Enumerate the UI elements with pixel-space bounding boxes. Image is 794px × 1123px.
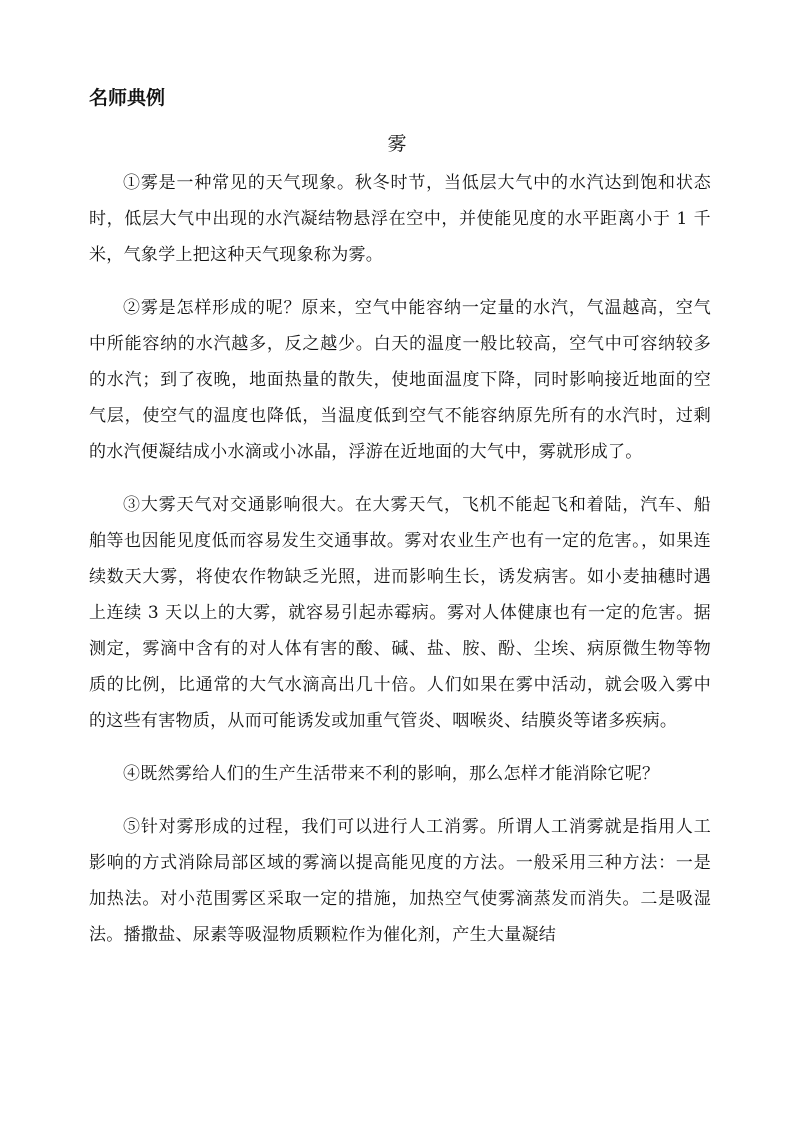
paragraph-1: ①雾是一种常见的天气现象。秋冬时节，当低层大气中的水汽达到饱和状态时，低层大气中出现的水汽凝结物悬浮在空中，并使能见度的水平距离小于 1 千米，气象学上把这种天气现象称为雾。 [89,173,711,265]
paragraph-4: ④既然雾给人们的生产生活带来不利的影响，那么怎样才能消除它呢？ [123,764,660,784]
paragraph-5: ⑤针对雾形成的过程，我们可以进行人工消雾。所谓人工消雾就是指用人工影响的方式消除局部区域的雾滴以提高能见度的方法。一般采用三种方法：一是加热法。对小范围雾区采取一定的措施，加热空气使雾滴蒸发而消失。二是吸湿法。播撒盐、尿素等吸湿物质颗粒作为催化剂，产生大量凝结 [89,817,711,945]
paragraph-2: ②雾是怎样形成的呢？原来，空气中能容纳一定量的水汽，气温越高，空气中所能容纳的水汽越多，反之越少。白天的温度一般比较高，空气中可容纳较多的水汽；到了夜晚，地面热量的散失，使地面温度下降，同时影响接近地面的空气层，使空气的温度也降低，当温度低到空气不能容纳原先所有的水汽时，过剩的水汽便凝结成小水滴或小冰晶，浮游在近地面的大气中，雾就形成了。 [89,298,711,462]
paragraph-3: ③大雾天气对交通影响很大。在大雾天气，飞机不能起飞和着陆，汽车、船舶等也因能见度低而容易发生交通事故。雾对农业生产也有一定的危害。，如果连续数天大雾，将使农作物缺乏光照，进而影响生长，诱发病害。如小麦抽穗时遇上连续 3 天以上的大雾，就容易引起赤霉病。雾对人体健康也有一定的危害。据测定，雾滴中含有的对人体有害的酸、碱、盐、胺、酚、尘埃、病原微生物等物质的比例，比通常的大气水滴高出几十倍。人们如果在雾中活动，就会吸入雾中的这些有害物质，从而可能诱发或加重气管炎、咽喉炎、结膜炎等诸多疾病。 [89,495,711,731]
article-body [89,165,711,970]
section-label: 名师典例 [89,87,166,109]
article-title: 雾 [387,133,407,155]
